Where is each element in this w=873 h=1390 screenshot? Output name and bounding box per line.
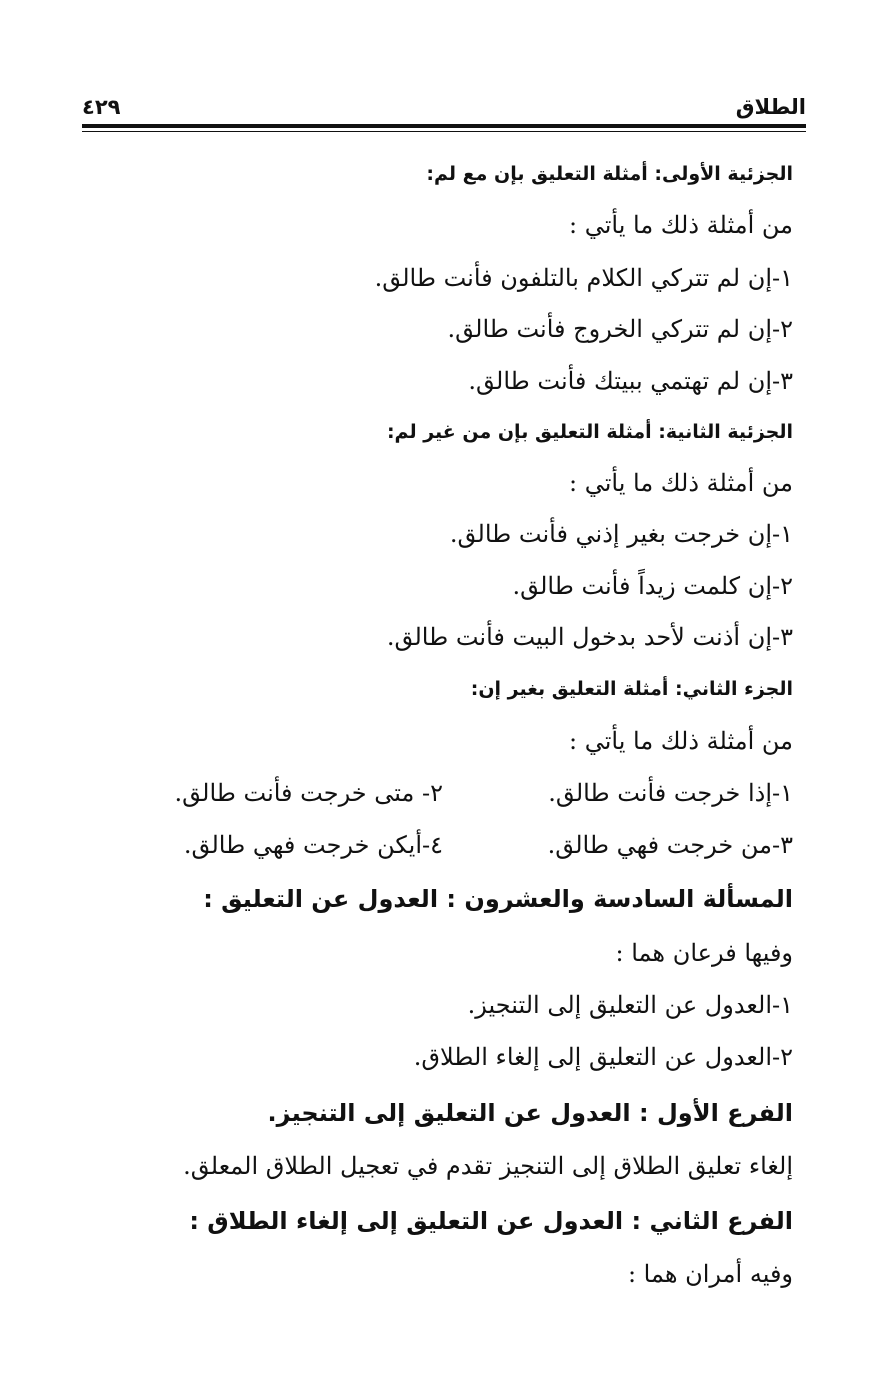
list-item: ٢-العدول عن التعليق إلى إلغاء الطلاق. (413, 1043, 793, 1071)
two-column-row (163, 777, 793, 809)
intro-line: وفيه أمران هما : (627, 1260, 793, 1288)
section-heading: المسألة السادسة والعشرون : العدول عن التعليق : (203, 885, 793, 913)
example-item: ٣-إن لم تهتمي ببيتك فأنت طالق. (468, 367, 793, 395)
example-item: ١-إذا خرجت فأنت طالق. (548, 779, 793, 807)
branch-heading: الفرع الأول : العدول عن التعليق إلى التنجيز. (267, 1099, 793, 1127)
branch-heading: الفرع الثاني : العدول عن التعليق إلى إلغاء الطلاق : (189, 1207, 793, 1235)
example-item: ٣-إن أذنت لأحد بدخول البيت فأنت طالق. (386, 623, 793, 651)
intro-line: وفيها فرعان هما : (615, 939, 793, 967)
example-item: ١-إن لم تتركي الكلام بالتلفون فأنت طالق. (374, 264, 793, 292)
header-rule-thick (82, 124, 806, 128)
intro-line: من أمثلة ذلك ما يأتي : (568, 469, 793, 497)
example-item: ٤-أيكن خرجت فهي طالق. (183, 831, 443, 859)
intro-line: من أمثلة ذلك ما يأتي : (568, 727, 793, 755)
example-item: ٢-إن كلمت زيداً فأنت طالق. (512, 572, 793, 600)
list-item: ١-العدول عن التعليق إلى التنجيز. (467, 991, 793, 1019)
subheading-first-part: الجزئية الأولى: أمثلة التعليق بإن مع لم: (426, 163, 793, 185)
page-number: ٤٢٩ (82, 95, 121, 119)
example-item: ٢- متى خرجت فأنت طالق. (174, 779, 443, 807)
example-item: ١-إن خرجت بغير إذني فأنت طالق. (449, 520, 793, 548)
paragraph: إلغاء تعليق الطلاق إلى التنجيز تقدم في تعجيل الطلاق المعلق. (183, 1152, 793, 1180)
running-title: الطلاق (735, 95, 806, 119)
subheading-second-part: الجزئية الثانية: أمثلة التعليق بإن من غير لم: (386, 421, 793, 443)
page-header (82, 92, 806, 122)
example-item: ٣-من خرجت فهي طالق. (547, 831, 793, 859)
two-column-row (163, 829, 793, 861)
example-item: ٢-إن لم تتركي الخروج فأنت طالق. (447, 315, 793, 343)
intro-line: من أمثلة ذلك ما يأتي : (568, 211, 793, 239)
header-rule-thin (82, 131, 806, 132)
subheading-second-section: الجزء الثاني: أمثلة التعليق بغير إن: (470, 678, 793, 700)
